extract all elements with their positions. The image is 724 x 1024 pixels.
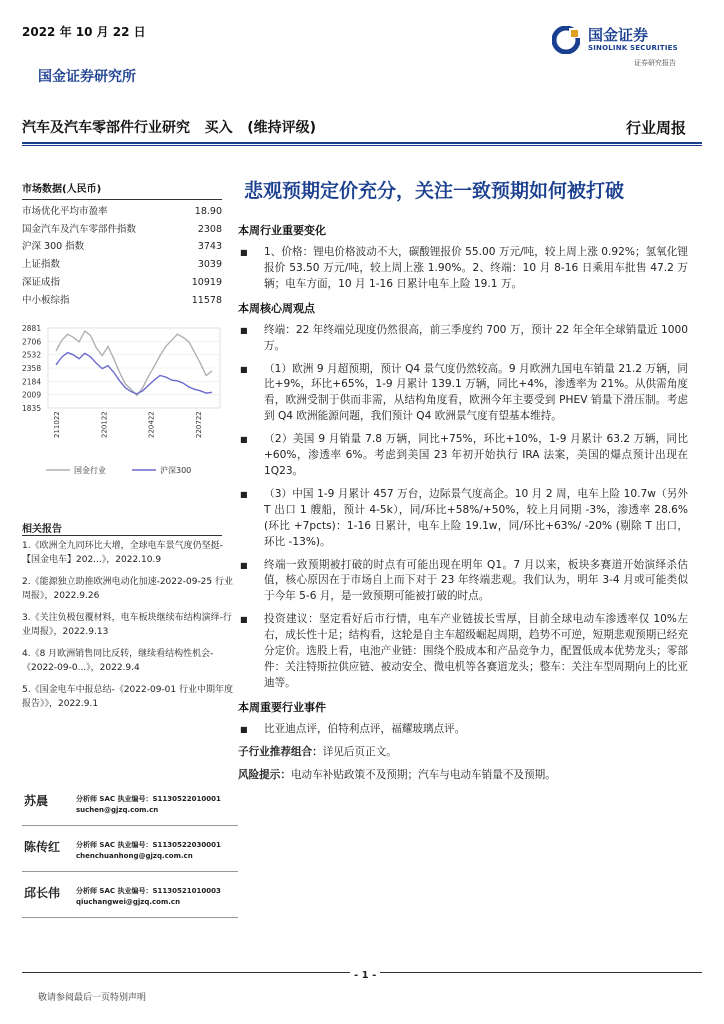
chart-y-tick-label: 1835 <box>22 404 42 413</box>
bullet-icon: ■ <box>240 560 248 570</box>
analyst-name: 陈传红 <box>24 840 61 854</box>
market-data-row <box>22 238 222 256</box>
analyst-email[interactable]: chenchuanhong@gjzq.com.cn <box>76 852 193 860</box>
logo-text-en: SINOLINK SECURITIES <box>588 44 678 52</box>
bullet-icon: ■ <box>240 489 248 499</box>
related-reports-list <box>22 539 238 719</box>
market-data-row <box>22 292 222 310</box>
chart-y-tick-label: 2358 <box>22 364 42 373</box>
market-data-value: 3743 <box>197 241 222 253</box>
sub-industry-recommendation <box>238 745 688 761</box>
bullet-text: （1）欧洲 9 月超预期，预计 Q4 景气度仍然较高。9 月欧洲九国电车销量 21.2 万辆，同比+9%，环比+65%，1-9 月累计 139.1 万辆，同比+4%，渗透率为 21%。从供需角度看，欧洲受制于供而非需，从结构角度看，欧洲今年主要受到 PHEV 销量下滑压制。考虑到 Q4 欧洲能源问题，我们预计 Q4 欧洲景气度有望基本维持。 <box>264 362 688 423</box>
section-heading: 本周重要行业事件 <box>238 700 326 714</box>
bullet-item <box>238 432 688 480</box>
bullet-icon: ■ <box>240 724 248 734</box>
chart-x-tick-label: 220122 <box>100 411 109 438</box>
analyst-divider <box>22 871 238 872</box>
logo-text-cn: 国金证券 <box>588 26 649 44</box>
bullet-icon: ■ <box>240 248 248 257</box>
market-data-title: 市场数据(人民币) <box>22 184 102 195</box>
analyst-card <box>22 836 238 872</box>
chart-legend-label: 国金行业 <box>74 466 106 475</box>
sub-industry-text: 详见后页正文。 <box>322 745 397 758</box>
chart-series-line <box>56 353 212 394</box>
bullet-item <box>238 323 688 355</box>
company-logo <box>552 22 692 72</box>
chart-series-line <box>56 331 212 395</box>
bullet-icon: ■ <box>240 615 248 625</box>
analyst-info <box>76 886 221 908</box>
chart-y-tick-label: 2532 <box>22 350 42 360</box>
market-data-label: 国金汽车及汽车零部件指数 <box>22 223 137 235</box>
bullet-item <box>238 558 688 606</box>
market-data-row <box>22 221 222 239</box>
bullet-text: 终端一致预期被打破的时点有可能出现在明年 Q1。7 月以来，板块多赛道开始演绎杀估值，核心原因在于市场自上而下对于 23 年终端悲观。我们认为，明年 3-4 月或可能类似于今年 5-6 月，是一致预期可能被打破的时点。 <box>264 558 688 603</box>
analyst-name: 邱长伟 <box>24 886 61 900</box>
analyst-name: 苏晨 <box>24 794 49 808</box>
analyst-role: 分析师 SAC 执业编号：S1130522010001 <box>76 795 221 803</box>
bullet-item <box>238 245 688 293</box>
report-type: 行业周报 <box>625 119 686 137</box>
related-report-item[interactable]: 1.《欧洲全九同环比大增，全球电车景气度仍坚挺-【国金电车】202...》，2022.10.9 <box>22 541 223 565</box>
analyst-role: 分析师 SAC 执业编号：S1130522030001 <box>76 841 221 849</box>
market-data-divider <box>22 199 222 200</box>
analyst-list <box>22 790 238 928</box>
market-data-value: 18.90 <box>194 206 222 217</box>
bullet-text: （3）中国 1-9 月累计 457 万台，边际景气度高企。10 月 2 周，电车上险 10.7w（另外 T 出口 1 艘船，预计 4-5k），同/环比+58%/+50%，较上月同期 -3%，渗透率 28.6% (环比 +7pcts)：1-16 日累计，电车上险 19.1w，同/环比+63%/ -20% (剔除 T 出口，环比 -13%)。 <box>264 487 688 548</box>
risk-warning <box>238 768 688 784</box>
institute-name: 国金证券研究所 <box>38 69 136 85</box>
market-data-label: 深证成指 <box>22 276 61 288</box>
market-data-value: 2308 <box>197 223 222 235</box>
bullet-text: 比亚迪点评，伯特利点评，福耀玻璃点评。 <box>264 722 466 735</box>
bullet-icon: ■ <box>240 325 248 335</box>
section-heading: 本周核心周观点 <box>238 301 315 315</box>
analyst-divider <box>22 825 238 826</box>
analyst-email[interactable]: suchen@gjzq.com.cn <box>76 806 159 814</box>
risk-label: 风险提示： <box>238 768 291 781</box>
chart-y-tick-label: 2009 <box>22 390 42 400</box>
market-data-value: 3039 <box>197 259 222 271</box>
risk-text: 电动车补贴政策不及预期；汽车与电动车销量不及预期。 <box>290 768 556 781</box>
report-headline: 汽车及汽车零部件行业研究 买入 (维持评级) <box>22 120 317 136</box>
sub-industry-label: 子行业推荐组合： <box>238 745 323 758</box>
index-chart-svg <box>22 320 222 490</box>
logo-subtitle: 证券研究报告 <box>634 59 676 67</box>
related-reports-title: 相关报告 <box>22 524 62 535</box>
chart-y-tick-label: 2881 <box>22 324 42 333</box>
chart-x-tick-label: 211022 <box>53 411 61 438</box>
header-divider <box>22 142 702 144</box>
analyst-card <box>22 882 238 918</box>
main-title: 悲观预期定价充分，关注一致预期如何被打破 <box>244 180 625 202</box>
bullet-text: 投资建议：坚定看好后市行情，电车产业链拔长雪厚，目前全球电动车渗透率仅 10%左右，成长性十足；结构看，这轮是自主车超级崛起周期，趋势不可逆，短期悲观预期已经充分定价。选股上看，电池产业链：围绕个股成本和产品竞争力，配置低成本优势龙头；零部件：关注特斯拉供应链、被动安全、微电机等各赛道龙头；整车：关注车型周期向上的比亚迪等。 <box>264 613 688 689</box>
market-data-label: 中小板综指 <box>22 294 70 306</box>
bullet-text: 终端：22 年终端兑现度仍然很高，前三季度约 700 万，预计 22 年全年全球销量近 1000 万。 <box>264 323 688 352</box>
market-data-label: 市场优化平均市盈率 <box>22 206 108 217</box>
index-chart <box>22 320 222 490</box>
related-report-item[interactable]: 4.《8 月欧洲销售同比反转，继续看结构性机会-《2022-09-0...》，2022.9.4 <box>22 649 214 673</box>
bullet-icon: ■ <box>240 364 248 374</box>
related-reports-divider <box>22 535 222 536</box>
disclaimer: 敬请参阅最后一页特别声明 <box>38 993 147 1003</box>
main-content <box>238 176 688 790</box>
market-data-label: 沪深 300 指数 <box>22 241 85 253</box>
market-data-label: 上证指数 <box>22 259 61 271</box>
analyst-email[interactable]: qiuchangwei@gjzq.com.cn <box>76 898 181 906</box>
section-heading: 本周行业重要变化 <box>238 224 326 237</box>
market-data-panel <box>22 180 222 309</box>
market-data-row <box>22 203 222 221</box>
related-report-item[interactable]: 5.《国金电车中报总结-《2022-09-01 行业中期年度报告》》，2022.9.1 <box>22 685 233 709</box>
header-divider-thin <box>22 145 702 146</box>
page-number: - 1 - <box>350 970 380 981</box>
chart-y-tick-label: 2184 <box>22 377 42 387</box>
bullet-item <box>238 722 688 738</box>
analyst-divider <box>22 917 238 918</box>
bullet-icon: ■ <box>240 435 248 445</box>
bullet-item <box>238 612 688 692</box>
related-report-item[interactable]: 3.《关注负极包覆材料，电车板块继续布结构演绎-行业周报》，2022.9.13 <box>22 613 232 637</box>
analyst-info <box>76 840 221 862</box>
analyst-role: 分析师 SAC 执业编号：S1130521010003 <box>76 887 221 895</box>
bullet-item <box>238 487 688 551</box>
chart-y-tick-label: 2706 <box>22 337 42 347</box>
analyst-card <box>22 790 238 826</box>
report-date: 2022 年 10 月 22 日 <box>22 25 146 39</box>
market-data-value: 11578 <box>191 294 222 306</box>
market-data-row <box>22 256 222 274</box>
chart-legend-label: 沪深300 <box>160 466 192 475</box>
chart-x-tick-label: 220422 <box>147 411 156 438</box>
bullet-text: （2）美国 9 月销量 7.8 万辆，同比+75%，环比+10%，1-9 月累计 63.2 万辆，同比+60%，渗透率 6%。考虑到美国 23 年初开始执行 IRA 法案，美国的爆点预计出现在 1Q23。 <box>264 433 688 477</box>
bullet-item <box>238 362 688 426</box>
analyst-info <box>76 794 221 816</box>
related-report-item[interactable]: 2.《能源独立助推欧洲电动化加速-2022-09-25 行业周报》，2022.9.26 <box>22 577 233 601</box>
chart-x-tick-label: 220722 <box>195 411 203 438</box>
market-data-row <box>22 274 222 292</box>
market-data-value: 10919 <box>191 276 222 288</box>
logo-mark-icon <box>552 26 580 54</box>
bullet-text: 1、价格：锂电价格波动不大，碳酸锂报价 55.00 万元/吨，较上周上涨 0.92%；氢氧化锂报价 53.50 万元/吨，较上周上涨 1.90%。2、终端：10 月 8-16 日乘用车批售 47.2 万辆；电车方面，10 月 1-16 日累计电车上险 19.1 万。 <box>264 246 688 290</box>
